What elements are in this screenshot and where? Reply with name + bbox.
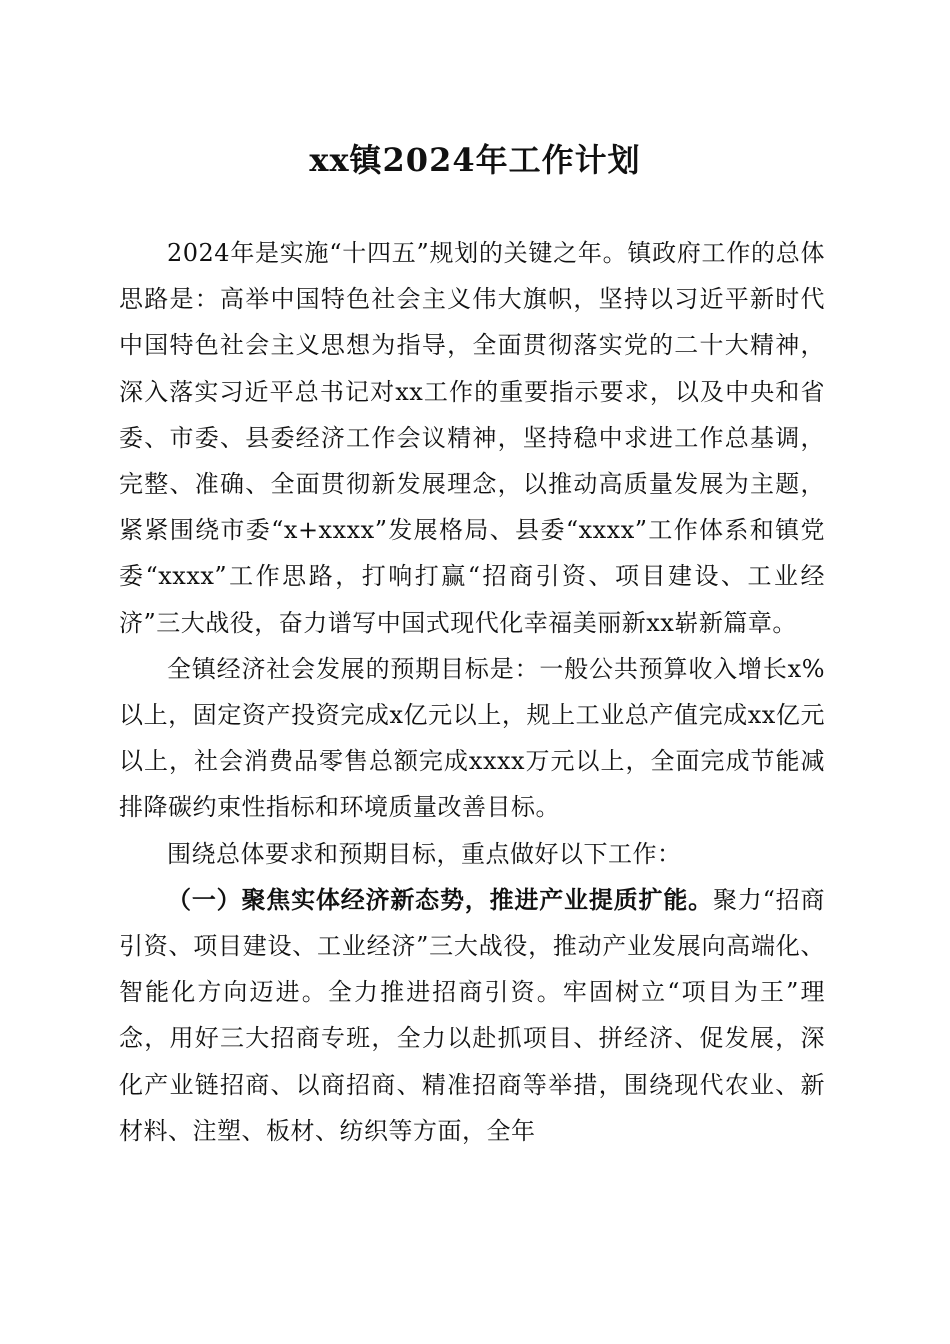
section-one-body: 聚力“招商引资、项目建设、工业经济”三大战役，推动产业发展向高端化、智能化方向迈进。全力推进招商引资。牢固树立“项目为王”理念，用好三大招商专班，全力以赴抓项目、拼经济、促发展，深化产业链招商、以商招商、精准招商等举措，围绕现代农业、新材料、注塑、板材、纺织等方面，全年 <box>119 885 825 1145</box>
paragraph-expected-targets: 全镇经济社会发展的预期目标是：一般公共预算收入增长x%以上，固定资产投资完成x亿元以上，规上工业总产值完成xx亿元以上，社会消费品零售总额完成xxxx万元以上，全面完成节能减排降碳约束性指标和环境质量改善目标。 <box>119 654 825 822</box>
paragraph-section-one <box>119 877 825 1154</box>
document-title: xx镇2024年工作计划 <box>309 141 641 179</box>
section-one-heading: （一）聚焦实体经济新态势，推进产业提质扩能。 <box>167 884 713 914</box>
paragraph-overall-approach: 2024年是实施“十四五”规划的关键之年。镇政府工作的总体思路是：高举中国特色社会主义伟大旗帜，坚持以习近平新时代中国特色社会主义思想为指导，全面贯彻落实党的二十大精神，深入落实习近平总书记对xx工作的重要指示要求，以及中央和省委、市委、县委经济工作会议精神，坚持稳中求进工作总基调，完整、准确、全面贯彻新发展理念，以推动高质量发展为主题，紧紧围绕市委“x+xxxx”发展格局、县委“xxxx”工作体系和镇党委“xxxx”工作思路，打响打赢“招商引资、项目建设、工业经济”三大战役，奋力谱写中国式现代化幸福美丽新xx崭新篇章。 <box>119 239 825 637</box>
paragraph-work-intro: 围绕总体要求和预期目标，重点做好以下工作： <box>167 839 682 868</box>
document-body <box>119 230 825 1154</box>
